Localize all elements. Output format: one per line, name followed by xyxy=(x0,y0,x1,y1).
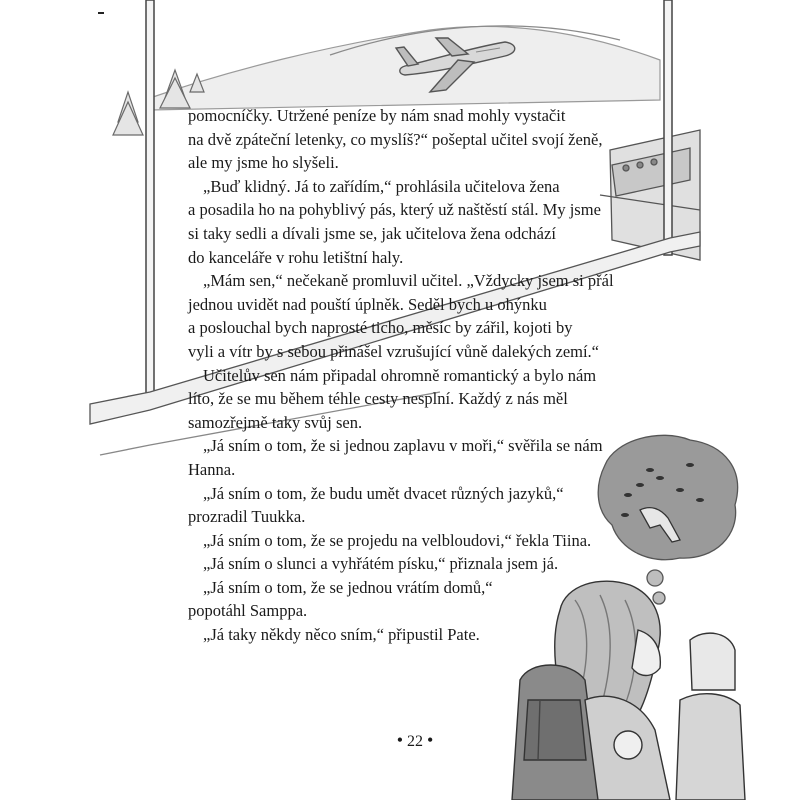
text-line: vyli a vítr by s sebou přinášel vzrušující vůně dalekých zemí.“ xyxy=(188,341,600,361)
bullet-left: • xyxy=(396,730,403,750)
text-line: „Já sním o slunci a vyhřátém písku,“ přiznala jsem já. xyxy=(203,554,559,574)
text-line: Učitelův sen nám připadal ohromně romantický a bylo nám xyxy=(203,365,597,385)
text-line: popotáhl Samppa. xyxy=(188,601,308,621)
text-line: „Buď klidný. Já to zařídím,“ prohlásila učitelova žena xyxy=(203,176,560,196)
text-line: samozřejmě taky svůj sen. xyxy=(188,412,363,432)
text-line: na dvě zpáteční letenky, co myslíš?“ pošeptal učitel svojí ženě, xyxy=(188,129,603,149)
person-right-edge xyxy=(676,633,745,800)
text-line: „Já sním o tom, že si jednou zaplavu v moři,“ svěřila se nám xyxy=(203,436,603,456)
text-line: „Já sním o tom, že se jednou vrátím domů,“ xyxy=(203,577,493,597)
text-line: a poslouchal bych naprosté ticho, měsíc by zářil, kojoti by xyxy=(188,318,573,338)
corner-mark xyxy=(98,12,104,14)
text-line: si taky sedli a dívali jsme se, jak učitelova žena odchází xyxy=(188,223,556,243)
text-line: ale my jsme ho slyšeli. xyxy=(188,153,339,173)
page-number-value: 22 xyxy=(407,733,423,750)
text-line: Hanna. xyxy=(188,459,236,479)
page-number xyxy=(380,730,450,751)
text-line: pomocníčky. Utržené peníze by nám snad mohly vystačit xyxy=(188,106,566,125)
text-line: líto, že se mu během téhle cesty nesplní. Každý z nás měl xyxy=(188,389,568,409)
text-line: a posadila ho na pohyblivý pás, který už naštěstí stál. My jsme xyxy=(188,200,601,220)
text-line: prozradil Tuukka. xyxy=(188,507,306,527)
text-line: „Já sním o tom, že se projedu na velbloudovi,“ řekla Tiina. xyxy=(203,530,592,550)
text-line: „Mám sen,“ nečekaně promluvil učitel. „Vždycky jsem si přál xyxy=(203,271,614,291)
text-line: „Já sním o tom, že budu umět dvacet různých jazyků,“ xyxy=(203,483,564,503)
text-line: „Já taky někdy něco sním,“ připustil Pate. xyxy=(203,625,480,645)
story-text xyxy=(188,104,658,647)
text-line: jednou uvidět nad pouští úplněk. Seděl bych u ohýnku xyxy=(188,294,547,314)
text-line: do kanceláře v rohu letištní haly. xyxy=(188,247,404,267)
bullet-right: • xyxy=(427,730,434,750)
